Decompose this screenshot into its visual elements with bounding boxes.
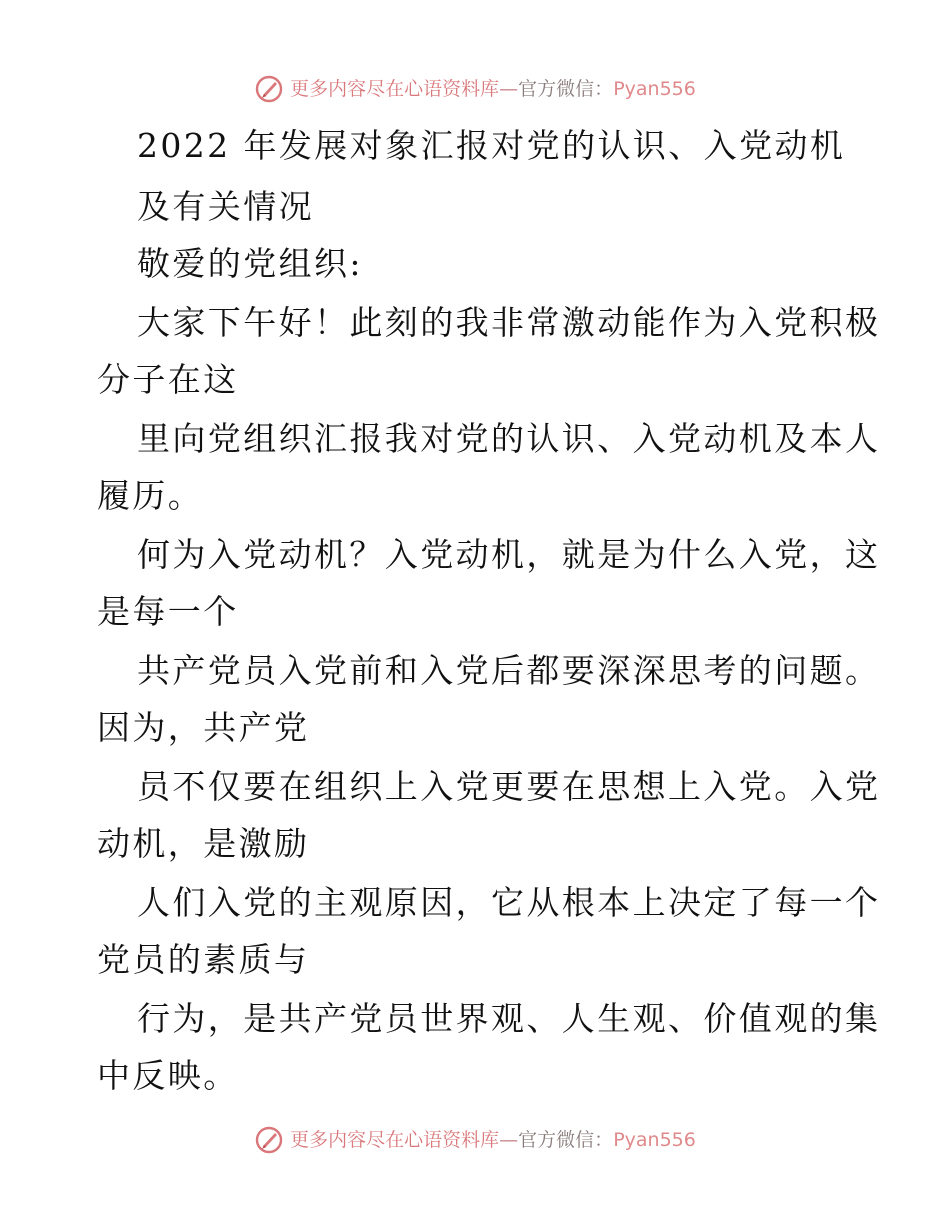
body-line: 中反映。 — [97, 1056, 239, 1095]
body-line: 因为，共产党 — [97, 708, 310, 747]
body-line: 人们入党的主观原因，它从根本上决定了每一个 — [137, 883, 881, 922]
body-line: 何为入党动机？入党动机，就是为什么入党，这 — [137, 535, 881, 574]
body-line: 行为，是共产党员世界观、人生观、价值观的集 — [137, 999, 881, 1038]
document-title-line-1: 2022 年发展对象汇报对党的认识、入党动机 — [137, 126, 846, 165]
footer-watermark — [0, 1125, 950, 1155]
body-line: 动机，是激励 — [97, 824, 310, 863]
body-line: 员不仅要在组织上入党更要在思想上入党。入党 — [137, 767, 881, 806]
watermark-brand: 更多内容尽在心语资料库 — [290, 1129, 500, 1151]
body-line: 是每一个 — [97, 592, 239, 631]
body-line: 党员的素质与 — [97, 940, 310, 979]
body-line: 履历。 — [97, 476, 204, 515]
quill-seal-icon — [254, 1125, 284, 1155]
salutation: 敬爱的党组织: — [137, 244, 363, 283]
body-line: 里向党组织汇报我对党的认识、入党动机及本人 — [137, 419, 881, 458]
body-line: 共产党员入党前和入党后都要深深思考的问题。 — [137, 651, 881, 690]
watermark-brand: 更多内容尽在心语资料库 — [290, 78, 500, 100]
watermark-dash: — — [499, 1129, 519, 1151]
watermark-label: 官方微信： — [518, 78, 614, 100]
body-line: 大家下午好！此刻的我非常激动能作为入党积极 — [137, 303, 881, 342]
watermark-label: 官方微信： — [518, 1129, 614, 1151]
watermark-text — [290, 74, 696, 104]
header-watermark — [0, 74, 950, 104]
quill-seal-icon — [254, 74, 284, 104]
watermark-wechat-id: Pyan556 — [613, 78, 696, 100]
body-line: 分子在这 — [97, 360, 239, 399]
watermark-wechat-id: Pyan556 — [613, 1129, 696, 1151]
watermark-text — [290, 1125, 696, 1155]
watermark-dash: — — [499, 78, 519, 100]
document-title-line-2: 及有关情况 — [137, 187, 314, 226]
